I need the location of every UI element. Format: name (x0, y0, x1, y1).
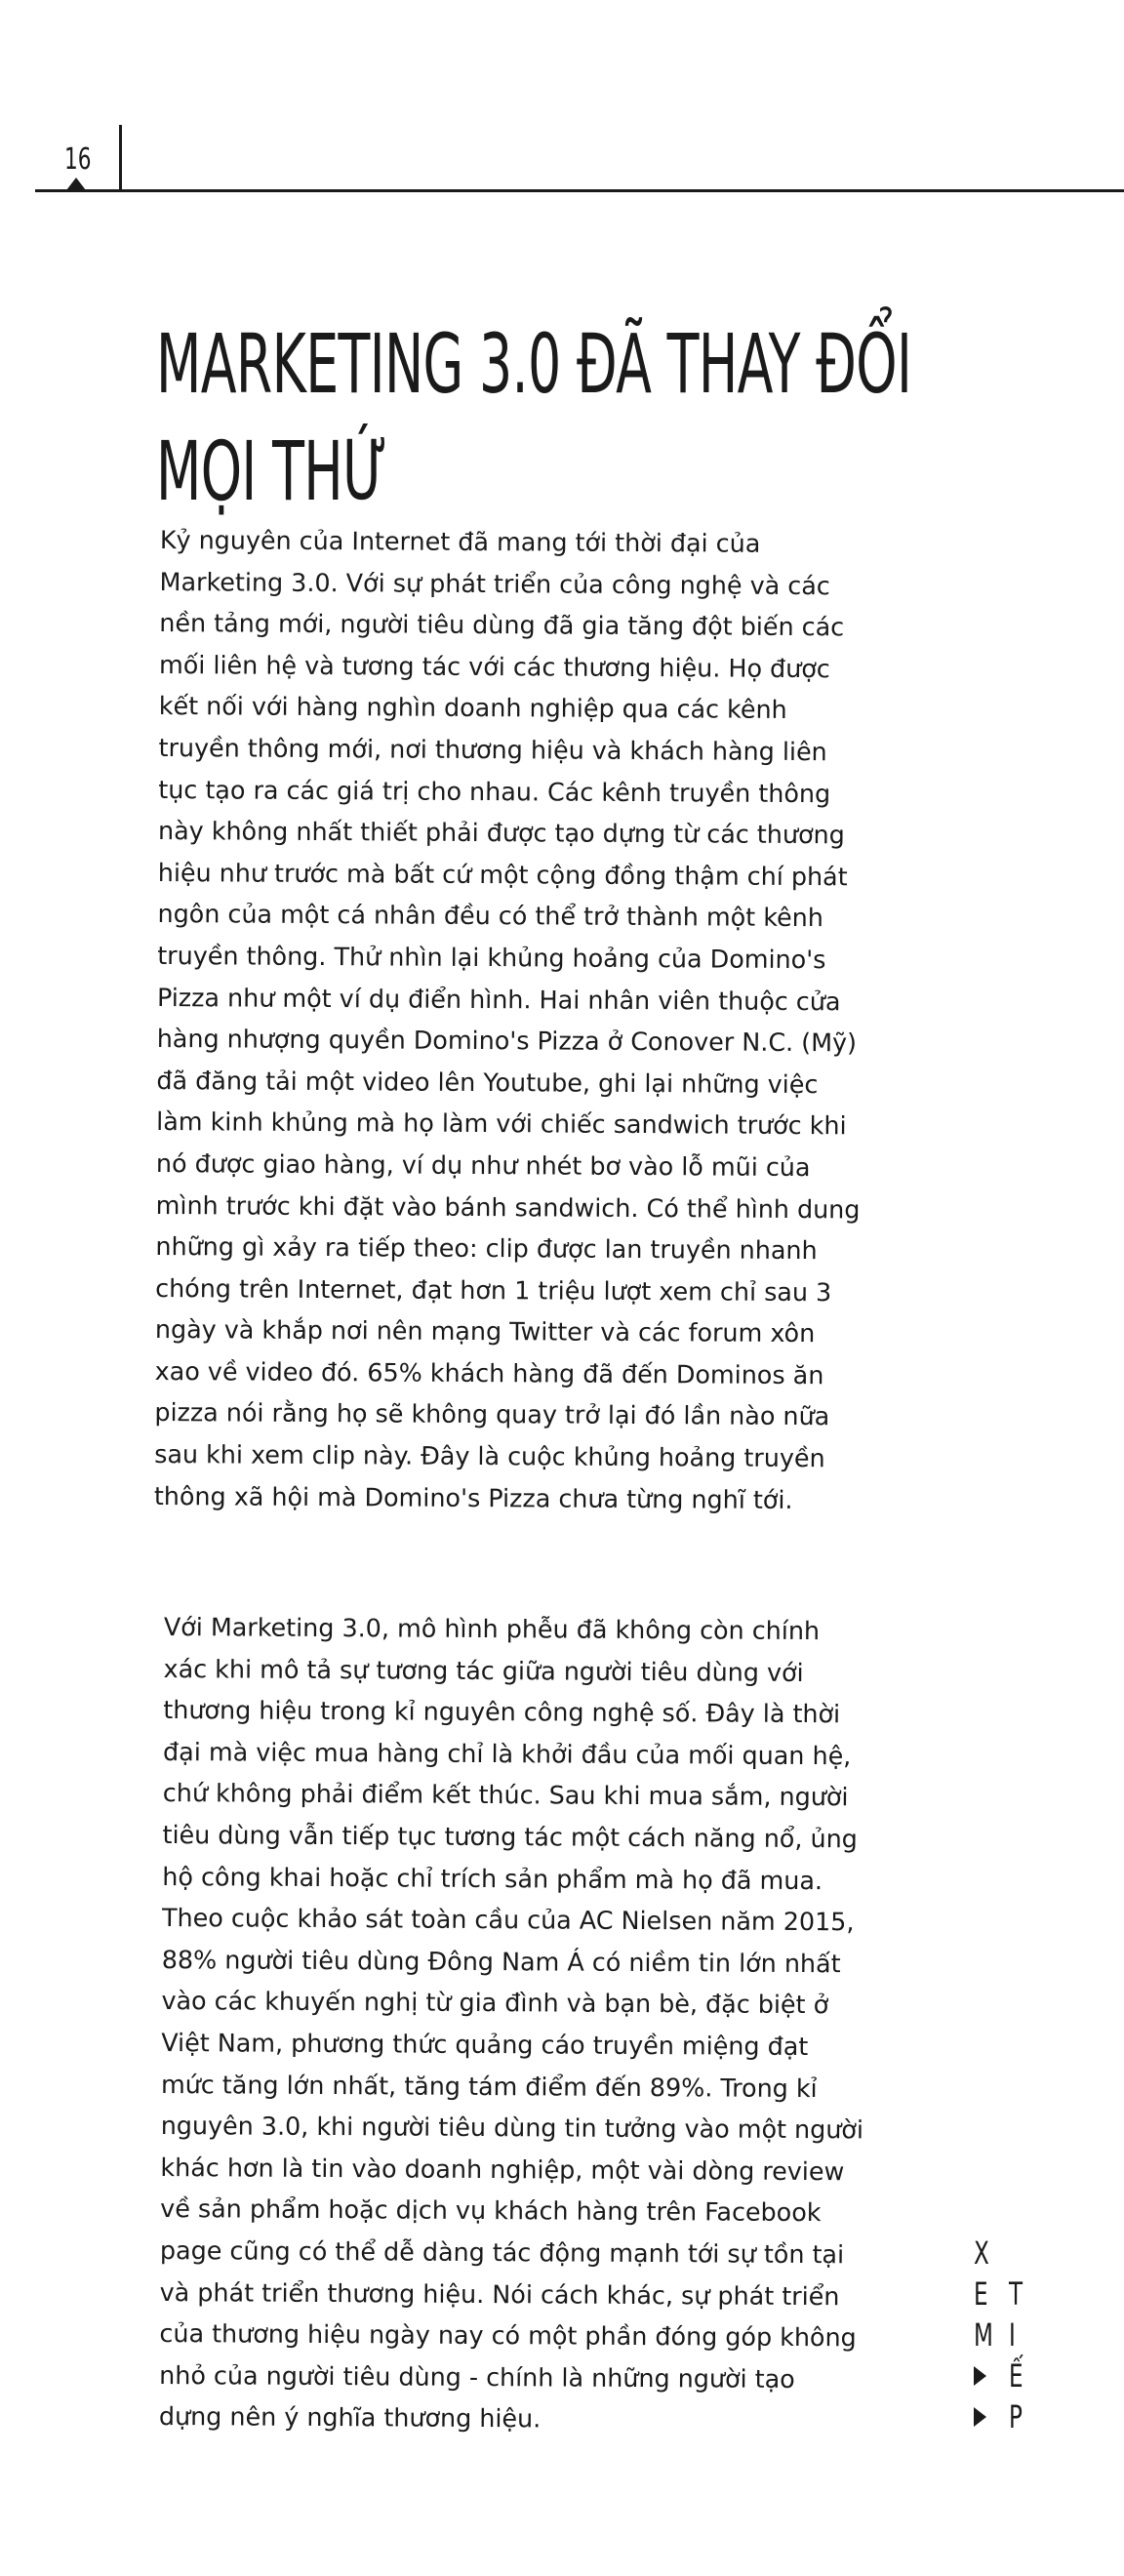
side-tab-cell (1009, 2234, 1044, 2272)
side-tab-cell (1009, 2398, 1044, 2435)
side-tab-cell (1009, 2316, 1044, 2354)
side-tab-letter: I (1009, 2316, 1016, 2354)
side-tab-letter: E (974, 2275, 988, 2313)
side-tab (974, 2234, 1044, 2435)
side-tab-letter: Ế (1009, 2357, 1024, 2395)
side-tab-cell (974, 2316, 1009, 2354)
triangle-up-icon (66, 178, 86, 190)
body-paragraph-2: Với Marketing 3.0, mô hình phễu đã không còn chính xác khi mô tả sự tương tác giữa người tiêu dùng với thương hiệu trong kỉ nguyên công nghệ số. Đây là thời đại mà việc mua hàng chỉ là khởi đầu của mối quan hệ, chứ không phải điểm kết thúc. Sau khi mua sắm, người tiêu dùng vẫn tiếp tục tương tác một cách năng nổ, ủng hộ công khai hoặc chỉ trích sản phẩm mà họ đã mua. Theo cuộc khảo sát toàn cầu của AC Nielsen năm 2015, 88% người tiêu dùng Đông Nam Á có niềm tin lớn nhất vào các khuyến nghị từ gia đình và bạn bè, đặc biệt ở Việt Nam, phương thức quảng cáo truyền miệng đạt mức tăng lớn nhất, tăng tám điểm đến 89%. Trong kỉ nguyên 3.0, khi người tiêu dùng tin tưởng vào một người khác hơn là tin vào doanh nghiệp, một vài dòng review về sản phẩm hoặc dịch vụ khách hàng trên Facebook page cũng có thể dễ dàng tác động mạnh tới sự tồn tại và phát triển thương hiệu. Nói cách khác, sự phát triển của thương hiệu ngày nay có một phần đóng góp không nhỏ của người tiêu dùng - chính là những người tạo dựng nên ý nghĩa thương hiệu. (158, 1611, 864, 2434)
side-tab-cell (974, 2357, 1009, 2395)
page-header (0, 0, 1124, 195)
header-vertical-tick (119, 125, 122, 191)
side-tab-cell (974, 2234, 1009, 2272)
side-tab-cell (1009, 2357, 1044, 2395)
header-rule (35, 189, 1124, 192)
side-tab-letter: X (974, 2234, 989, 2272)
chapter-title-line-1: MARKETING 3.0 ĐÃ THAY ĐỔI (156, 316, 912, 412)
body-paragraph-1: Kỷ nguyên của Internet đã mang tới thời đại của Marketing 3.0. Với sự phát triển của công nghệ và các nền tảng mới, người tiêu dùng đã gia tăng đột biến các mối liên hệ và tương tác với các thương hiệu. Họ được kết nối với hàng nghìn doanh nghiệp qua các kênh truyền thông mới, nơi thương hiệu và khách hàng liên tục tạo ra các giá trị cho nhau. Các kênh truyền thông này không nhất thiết phải được tạo dựng từ các thương hiệu như trước mà bất cứ một cộng đồng thậm chí phát ngôn của một cá nhân đều có thể trở thành một kênh truyền thông. Thử nhìn lại khủng hoảng của Domino's Pizza như một ví dụ điển hình. Hai nhân viên thuộc cửa hàng nhượng quyền Domino's Pizza ở Conover N.C. (Mỹ) đã đăng tải một video lên Youtube, ghi lại những việc làm kinh khủng mà họ làm với chiếc sandwich trước khi nó được giao hàng, ví dụ như nhét bơ vào lỗ mũi của mình trước khi đặt vào bánh sandwich. Có thể hình dung những gì xảy ra tiếp theo: clip được lan truyền nhanh chóng trên Internet, đạt hơn 1 triệu lượt xem chỉ sau 3 ngày và khắp nơi nên mạng Twitter và các forum xôn xao về video đó. 65% khách hàng đã đến Dominos ăn pizza nói rằng họ sẽ không quay trở lại đó lần nào nữa sau khi xem clip này. Đây là cuộc khủng hoảng truyền thông xã hội mà Domino's Pizza chưa từng nghĩ tới. (153, 524, 861, 1514)
page-number: 16 (64, 142, 92, 177)
side-tab-cell (974, 2275, 1009, 2313)
side-tab-letter: T (1009, 2275, 1024, 2313)
side-tab-cell (1009, 2275, 1044, 2313)
side-tab-letter: P (1009, 2398, 1023, 2435)
side-tab-letter: M (974, 2316, 993, 2354)
triangle-right-icon (974, 2366, 986, 2386)
triangle-right-icon (974, 2407, 986, 2427)
chapter-title-line-2: MỌI THỨ (156, 423, 387, 519)
side-tab-cell (974, 2398, 1009, 2435)
chapter-title (156, 310, 911, 525)
